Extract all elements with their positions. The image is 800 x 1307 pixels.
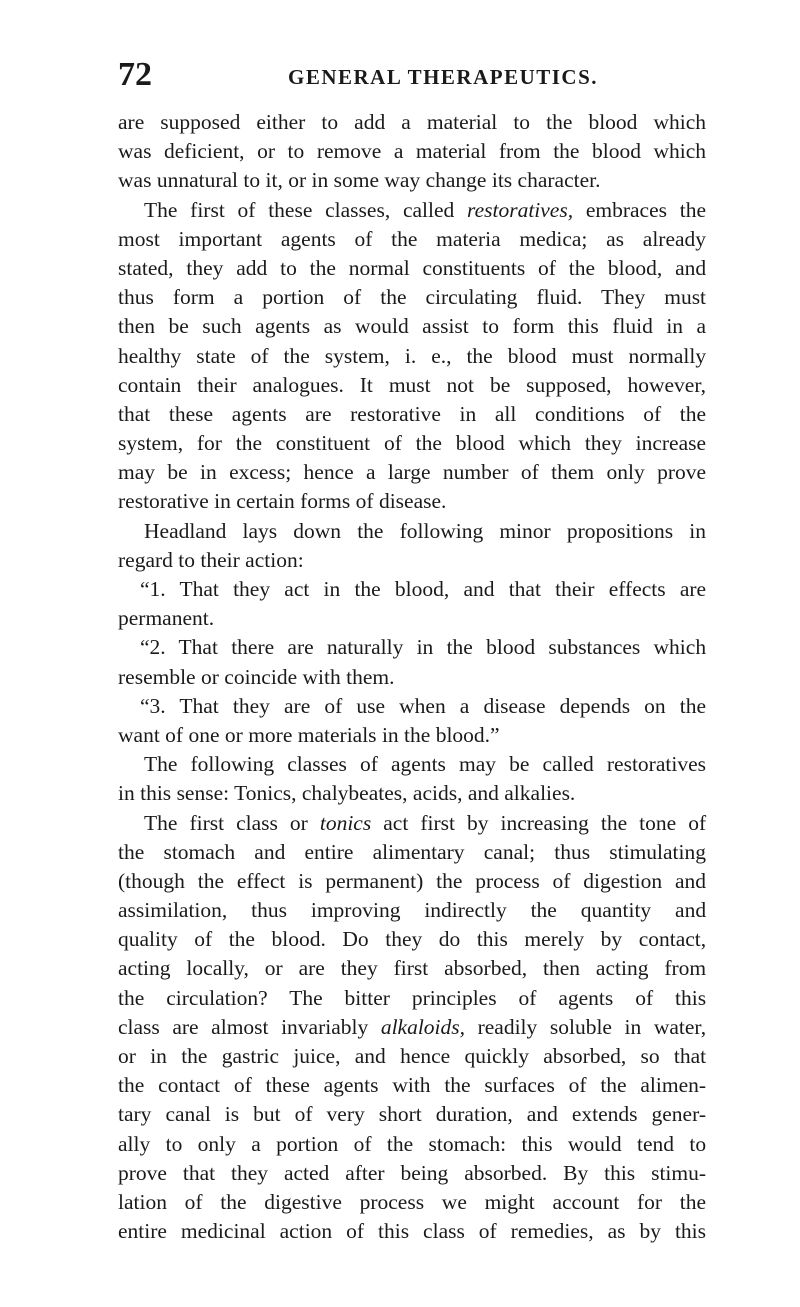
text-line: acting locally, or are they first absorbed, then acting from	[118, 956, 707, 981]
text-line: permanent.	[118, 606, 215, 631]
text-line: ally to only a portion of the stomach: this would tend to	[118, 1131, 707, 1156]
text-line: was deficient, or to remove a material from the blood which	[118, 139, 707, 164]
text-line: The following classes of agents may be called restoratives	[144, 752, 706, 777]
text-line: class are almost invariably alkaloids, readily soluble in water,	[118, 1014, 707, 1039]
text-line: “3. That they are of use when a disease depends on the	[140, 693, 707, 718]
text-line: entire medicinal action of this class of remedies, as by this	[118, 1219, 707, 1244]
text-line: “2. That there are naturally in the blood substances which	[140, 635, 707, 660]
running-title: GENERAL THERAPEUTICS.	[288, 65, 599, 89]
text-line: in this sense: Tonics, chalybeates, acids, and alkalies.	[118, 781, 576, 806]
text-line: most important agents of the materia medica; as already	[118, 226, 707, 251]
text-line: are supposed either to add a material to the blood which	[118, 110, 707, 134]
text-line: lation of the digestive process we might account for the	[118, 1189, 707, 1214]
running-head	[118, 58, 678, 98]
text-line: contain their analogues. It must not be supposed, however,	[118, 372, 706, 397]
text-line: that these agents are restorative in all conditions of the	[118, 401, 707, 426]
text-line: healthy state of the system, i. e., the blood must normally	[118, 343, 707, 368]
text-line: The first class or tonics act first by increasing the tone of	[144, 810, 707, 835]
text-line: the contact of these agents with the surfaces of the alimen-	[118, 1073, 707, 1098]
text-line: was unnatural to it, or in some way change its character.	[118, 168, 601, 193]
text-line: want of one or more materials in the blood.”	[118, 722, 500, 747]
page-number: 72	[118, 56, 152, 93]
text-line: Headland lays down the following minor propositions in	[144, 518, 706, 543]
text-line: the stomach and entire alimentary canal; thus stimulating	[118, 839, 706, 864]
text-line: system, for the constituent of the blood which they increase	[118, 431, 707, 456]
text-line: then be such agents as would assist to form this fluid in a	[118, 314, 707, 339]
text-line: or in the gastric juice, and hence quickly absorbed, so that	[118, 1044, 707, 1068]
text-line: stated, they add to the normal constituents of the blood, and	[118, 255, 707, 280]
text-line: thus form a portion of the circulating fluid. They must	[118, 285, 707, 310]
text-line: resemble or coincide with them.	[118, 664, 395, 689]
text-line: prove that they acted after being absorbed. By this stimu-	[118, 1160, 707, 1185]
text-line: tary canal is but of very short duration, and extends gener-	[118, 1102, 706, 1127]
text-line: “1. That they act in the blood, and that their effects are	[140, 577, 707, 601]
text-line: (though the effect is permanent) the process of digestion and	[118, 868, 706, 893]
text-line: quality of the blood. Do they do this merely by contact,	[118, 927, 707, 952]
text-line: restorative in certain forms of disease.	[118, 489, 447, 514]
text-line: may be in excess; hence a large number of them only prove	[118, 460, 707, 485]
text-line: The first of these classes, called restoratives, embraces the	[144, 197, 707, 222]
body-text	[118, 108, 706, 1246]
text-line: regard to their action:	[118, 547, 304, 572]
text-line: assimilation, thus improving indirectly the quantity and	[118, 898, 707, 923]
text-line: the circulation? The bitter principles of agents of this	[118, 985, 707, 1010]
